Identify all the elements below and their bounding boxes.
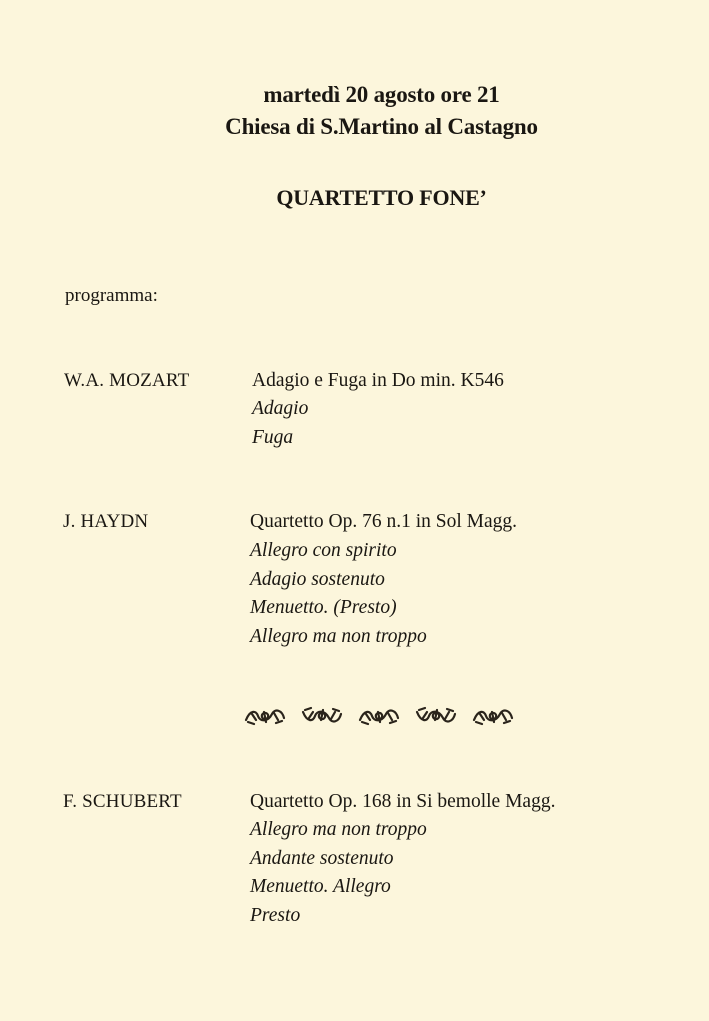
movement-list — [250, 816, 427, 930]
movement-list — [250, 537, 427, 651]
movement-item: Menuetto. (Presto) — [250, 597, 397, 618]
work-title: Quartetto Op. 76 n.1 in Sol Magg. — [250, 511, 518, 532]
movement-item: Allegro ma non troppo — [250, 819, 427, 840]
movement-item: Allegro ma non troppo — [250, 625, 427, 647]
composer-name: J. HAYDN — [63, 511, 149, 532]
composer-name: F. SCHUBERT — [63, 791, 182, 812]
floral-ornament-icon — [299, 704, 345, 728]
ornament-divider — [242, 704, 516, 728]
movement-list — [252, 395, 308, 452]
movement-item: Presto — [250, 904, 301, 926]
floral-ornament-icon — [242, 704, 288, 728]
concert-venue-line: Chiesa di S.Martino al Castagno — [225, 114, 538, 139]
concert-date-line: martedì 20 agosto ore 21 — [263, 82, 500, 107]
movement-item: Menuetto. Allegro — [250, 876, 391, 897]
work-title: Adagio e Fuga in Do min. K546 — [252, 370, 504, 391]
programme-label: programma: — [65, 285, 158, 306]
composer-name: W.A. MOZART — [64, 370, 190, 391]
movement-item: Fuga — [252, 426, 294, 448]
movement-item: Adagio sostenuto — [250, 568, 385, 590]
floral-ornament-icon — [470, 704, 516, 728]
ensemble-name: QUARTETTO FONE’ — [276, 185, 487, 210]
floral-ornament-icon — [356, 704, 402, 728]
movement-item: Allegro con spirito — [250, 540, 397, 561]
movement-item: Adagio — [252, 398, 309, 419]
movement-item: Andante sostenuto — [250, 847, 394, 869]
floral-ornament-icon — [413, 704, 459, 728]
work-title: Quartetto Op. 168 in Si bemolle Magg. — [250, 791, 556, 812]
